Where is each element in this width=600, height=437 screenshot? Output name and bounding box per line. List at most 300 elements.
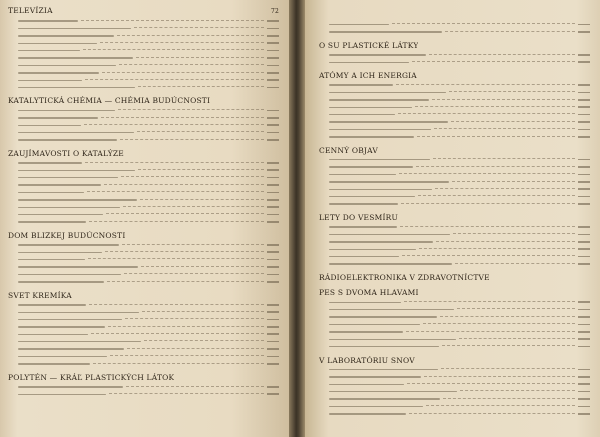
toc-entry [18, 345, 279, 352]
entry-page-number [578, 92, 590, 94]
section-heading [8, 149, 279, 159]
entry-page-number [578, 406, 590, 408]
toc-entry [329, 395, 590, 402]
leader-dots [127, 348, 264, 350]
toc-entry [18, 359, 279, 366]
toc-entry [329, 163, 590, 170]
entry-page-number [578, 99, 590, 101]
entry-title [329, 62, 409, 63]
toc-section [8, 149, 279, 225]
entry-title [329, 226, 397, 227]
toc-entry [329, 177, 590, 184]
section-heading [319, 71, 590, 81]
entry-page-number [267, 65, 279, 67]
entry-page-number [267, 139, 279, 141]
toc-entry [329, 125, 590, 132]
entry-page-number [578, 159, 590, 161]
toc-entry [18, 106, 279, 113]
leader-dots [412, 61, 575, 63]
section-title: CENNÝ OBJAV [319, 145, 378, 155]
toc-entry [329, 192, 590, 199]
toc-entry [329, 200, 590, 207]
section-heading [319, 288, 590, 298]
toc-entry [18, 195, 279, 202]
section-page-number: 72 [270, 8, 279, 15]
entry-title [329, 316, 437, 317]
leader-dots [399, 173, 575, 175]
entry-title [18, 266, 138, 267]
leader-dots [441, 368, 575, 370]
entry-title [18, 199, 137, 200]
entry-title [18, 43, 97, 44]
entry-page-number [578, 24, 590, 26]
entry-page-number [267, 333, 279, 335]
toc-entry [329, 387, 590, 394]
toc-entry [329, 380, 590, 387]
toc-entry [329, 95, 590, 102]
leader-dots [84, 124, 264, 126]
leader-dots [432, 99, 575, 101]
section-title: ZAUJÍMAVOSTI O KATALÝZE [8, 148, 124, 158]
leader-dots [102, 72, 264, 74]
leader-dots [120, 139, 264, 141]
entry-page-number [578, 346, 590, 348]
toc-entry [329, 320, 590, 327]
leader-dots [398, 113, 575, 115]
toc-entry [18, 61, 279, 68]
entry-title [18, 117, 98, 118]
leader-dots [433, 158, 575, 160]
entry-page-number [578, 376, 590, 378]
leader-dots [426, 405, 575, 407]
entry-title [329, 54, 426, 55]
toc-entry [18, 53, 279, 60]
entry-page-number [267, 356, 279, 358]
toc-entry [18, 181, 279, 188]
entry-title [18, 57, 133, 58]
leader-dots [122, 244, 264, 246]
entry-page-number [267, 251, 279, 253]
entry-title [18, 192, 84, 193]
right-page [305, 0, 600, 437]
entry-page-number [267, 319, 279, 321]
toc-entry [329, 409, 590, 416]
entry-title [329, 384, 404, 385]
entry-title [18, 35, 114, 36]
entry-title [18, 281, 104, 282]
toc-entry [329, 132, 590, 139]
section-title: POLYTÉN — KRÁĽ PLASTICKÝCH LÁTOK [8, 372, 175, 382]
entry-page-number [578, 188, 590, 190]
leader-dots [125, 318, 264, 320]
toc-entry [329, 245, 590, 252]
entry-title [329, 391, 457, 392]
leader-dots [451, 121, 575, 123]
toc-section [319, 20, 590, 35]
leader-dots [89, 304, 264, 306]
entry-title [329, 99, 429, 100]
entry-page-number [578, 129, 590, 131]
toc-section [8, 291, 279, 367]
leader-dots [119, 64, 264, 66]
leader-dots [81, 20, 264, 22]
toc-entry [329, 118, 590, 125]
entry-page-number [267, 281, 279, 283]
entry-title [329, 234, 450, 235]
leader-dots [93, 363, 264, 365]
leader-dots [459, 338, 575, 340]
leader-dots [126, 386, 264, 388]
leader-dots [460, 390, 575, 392]
entry-title [329, 121, 448, 122]
toc-entry [18, 322, 279, 329]
toc-entry [18, 128, 279, 135]
entry-title [329, 309, 454, 310]
section-title: O SU PLASTICKÉ LÁTKY [319, 40, 419, 50]
entry-title [18, 72, 99, 73]
section-title: PES S DVOMA HLAVAMI [319, 288, 419, 298]
entry-page-number [267, 192, 279, 194]
leader-dots [83, 49, 264, 51]
entry-page-number [267, 393, 279, 395]
leader-dots [121, 176, 264, 178]
entry-page-number [578, 84, 590, 86]
entry-title [18, 162, 82, 163]
entry-title [18, 65, 116, 66]
leader-dots [117, 35, 264, 37]
toc-entry [18, 46, 279, 53]
section-heading [319, 213, 590, 223]
toc-entry [329, 305, 590, 312]
entry-page-number [578, 31, 590, 33]
toc-entry [18, 166, 279, 173]
leader-dots [110, 355, 264, 357]
toc-entry [329, 103, 590, 110]
entry-page-number [267, 124, 279, 126]
entry-page-number [578, 121, 590, 123]
entry-title [18, 125, 81, 126]
toc-entry [329, 185, 590, 192]
entry-title [18, 20, 78, 21]
leader-dots [442, 345, 575, 347]
entry-title [18, 207, 120, 208]
section-heading [8, 96, 279, 106]
toc-entry [329, 110, 590, 117]
leader-dots [105, 251, 264, 253]
entry-page-number [267, 386, 279, 388]
entry-page-number [578, 106, 590, 108]
entry-title [329, 114, 395, 115]
toc-entry [329, 222, 590, 229]
entry-title [18, 348, 124, 349]
entry-page-number [267, 50, 279, 52]
entry-title [18, 356, 107, 357]
leader-dots [452, 181, 575, 183]
section-title: KATALYTICKÁ CHÉMIA — CHÉMIA BUDÚCNOSTI [8, 96, 211, 106]
leader-dots [400, 226, 575, 228]
toc-entry [329, 342, 590, 349]
entry-page-number [267, 348, 279, 350]
leader-dots [417, 136, 575, 138]
toc-entry [18, 352, 279, 359]
toc-entry [329, 237, 590, 244]
entry-page-number [578, 248, 590, 250]
leader-dots [108, 326, 264, 328]
toc-entry [329, 252, 590, 259]
section-heading [319, 356, 590, 366]
entry-title [18, 334, 88, 335]
entry-page-number [578, 331, 590, 333]
entry-page-number [267, 28, 279, 30]
toc-entry [18, 308, 279, 315]
toc-section [8, 96, 279, 142]
entry-page-number [578, 338, 590, 340]
toc-entry [18, 83, 279, 90]
entry-title [329, 84, 393, 85]
leader-dots [142, 311, 264, 313]
leader-dots [85, 162, 264, 164]
toc-entry [329, 313, 590, 320]
toc-entry [329, 402, 590, 409]
entry-page-number [578, 174, 590, 176]
entry-page-number [578, 324, 590, 326]
leader-dots [449, 91, 575, 93]
leader-dots [434, 128, 575, 130]
toc-entry [18, 263, 279, 270]
section-title: V LABORATÓRIU SNOV [319, 355, 415, 365]
toc-entry [18, 135, 279, 142]
toc-section [319, 41, 590, 65]
entry-page-number [267, 363, 279, 365]
toc-entry [18, 240, 279, 247]
toc-entry [18, 390, 279, 397]
leader-dots [109, 393, 264, 395]
entry-page-number [267, 57, 279, 59]
entry-title [329, 324, 420, 325]
entry-page-number [578, 166, 590, 168]
entry-page-number [578, 391, 590, 393]
entry-title [329, 256, 399, 257]
section-title: DOM BLIZKEJ BUDÚCNOSTI [8, 230, 126, 240]
leader-dots [440, 316, 575, 318]
leader-dots [101, 117, 264, 119]
leader-dots [138, 169, 264, 171]
section-title: TELEVÍZIA [8, 6, 53, 15]
toc-entry [18, 17, 279, 24]
toc-entry [329, 58, 590, 65]
leader-dots [396, 84, 575, 86]
toc-entry [18, 68, 279, 75]
entry-page-number [267, 42, 279, 44]
entry-page-number [578, 398, 590, 400]
section-heading [319, 41, 590, 51]
entry-page-number [578, 241, 590, 243]
toc-entry [329, 50, 590, 57]
leader-dots [415, 106, 575, 108]
toc-entry [18, 217, 279, 224]
entry-title [329, 92, 446, 93]
entry-page-number [267, 79, 279, 81]
entry-page-number [578, 263, 590, 265]
leader-dots [453, 233, 575, 235]
leader-dots [429, 54, 575, 56]
entry-title [329, 249, 416, 250]
leader-dots [137, 131, 264, 133]
toc-entry [18, 337, 279, 344]
leader-dots [118, 109, 264, 111]
leader-dots [435, 188, 575, 190]
entry-page-number [267, 326, 279, 328]
entry-title [329, 107, 412, 108]
toc-section [8, 6, 279, 90]
entry-page-number [267, 169, 279, 171]
leader-dots [416, 166, 575, 168]
leader-dots [402, 255, 575, 257]
entry-page-number [267, 244, 279, 246]
entry-title [18, 319, 122, 320]
toc-entry [18, 24, 279, 31]
entry-page-number [267, 304, 279, 306]
toc-entry [18, 39, 279, 46]
entry-title [329, 129, 431, 130]
toc-section [8, 231, 279, 285]
toc-entry [329, 88, 590, 95]
entry-title [18, 28, 131, 29]
entry-page-number [267, 214, 279, 216]
leader-dots [89, 221, 264, 223]
leader-dots [423, 323, 575, 325]
toc-entry [18, 210, 279, 217]
entry-title [329, 136, 414, 137]
leader-dots [124, 273, 264, 275]
toc-section [319, 146, 590, 207]
left-page [0, 0, 289, 437]
leader-dots [419, 248, 575, 250]
entry-page-number [267, 274, 279, 276]
entry-page-number [578, 256, 590, 258]
entry-page-number [578, 181, 590, 183]
toc-entry [18, 158, 279, 165]
entry-title [18, 312, 139, 313]
toc-entry [18, 113, 279, 120]
section-title: LETY DO VESMÍRU [319, 212, 398, 222]
book-gutter [289, 0, 305, 437]
leader-dots [406, 331, 575, 333]
toc-entry [18, 382, 279, 389]
leader-dots [445, 31, 575, 33]
leader-dots [457, 308, 575, 310]
leader-dots [138, 86, 264, 88]
entry-page-number [267, 341, 279, 343]
section-heading [8, 231, 279, 241]
entry-title [18, 341, 141, 342]
toc-entry [18, 330, 279, 337]
toc-entry [329, 365, 590, 372]
entry-page-number [578, 196, 590, 198]
entry-title [329, 196, 415, 197]
entry-page-number [578, 226, 590, 228]
leader-dots [401, 203, 575, 205]
toc-entry [18, 173, 279, 180]
leader-dots [404, 301, 575, 303]
entry-page-number [578, 203, 590, 205]
toc-entry [329, 170, 590, 177]
toc-entry [18, 248, 279, 255]
toc-section [8, 373, 279, 397]
entry-title [18, 184, 101, 185]
section-heading [319, 146, 590, 156]
toc-section [319, 288, 590, 349]
toc-entry [329, 372, 590, 379]
toc-section [319, 71, 590, 140]
entry-title [18, 87, 135, 88]
toc-entry [329, 298, 590, 305]
section-title: RÁDIOELEKTRONIKA V ZDRAVOTNÍCTVE [319, 272, 490, 282]
toc-entry [329, 27, 590, 34]
toc-entry [18, 300, 279, 307]
entry-page-number [267, 35, 279, 37]
section-heading [8, 6, 279, 17]
entry-title [18, 50, 80, 51]
toc-entry [18, 76, 279, 83]
entry-title [18, 259, 85, 260]
toc-entry [18, 277, 279, 284]
leader-dots [455, 263, 575, 265]
entry-page-number [267, 117, 279, 119]
entry-page-number [267, 221, 279, 223]
entry-title [18, 363, 90, 364]
leader-dots [136, 57, 264, 59]
entry-title [329, 376, 421, 377]
entry-title [18, 80, 82, 81]
leader-dots [140, 199, 264, 201]
entry-page-number [267, 162, 279, 164]
entry-title [18, 139, 117, 140]
entry-page-number [267, 206, 279, 208]
entry-title [18, 110, 115, 111]
leader-dots [106, 213, 264, 215]
toc-entry [18, 315, 279, 322]
entry-page-number [578, 383, 590, 385]
entry-title [329, 159, 430, 160]
entry-page-number [578, 136, 590, 138]
entry-title [329, 346, 439, 347]
entry-title [329, 331, 403, 332]
toc-entry [329, 155, 590, 162]
toc-entry [18, 203, 279, 210]
entry-title [329, 181, 449, 182]
entry-title [329, 166, 413, 167]
section-heading [8, 373, 279, 383]
entry-title [18, 394, 106, 395]
leader-dots [141, 266, 264, 268]
entry-page-number [267, 266, 279, 268]
entry-title [18, 244, 119, 245]
entry-page-number [267, 87, 279, 89]
entry-title [329, 413, 406, 414]
entry-title [18, 221, 86, 222]
entry-page-number [578, 413, 590, 415]
leader-dots [123, 206, 264, 208]
entry-page-number [578, 309, 590, 311]
entry-title [329, 31, 442, 32]
entry-title [18, 214, 103, 215]
leader-dots [104, 184, 264, 186]
entry-page-number [578, 316, 590, 318]
entry-page-number [267, 177, 279, 179]
entry-title [329, 241, 433, 242]
toc-section [319, 213, 590, 267]
